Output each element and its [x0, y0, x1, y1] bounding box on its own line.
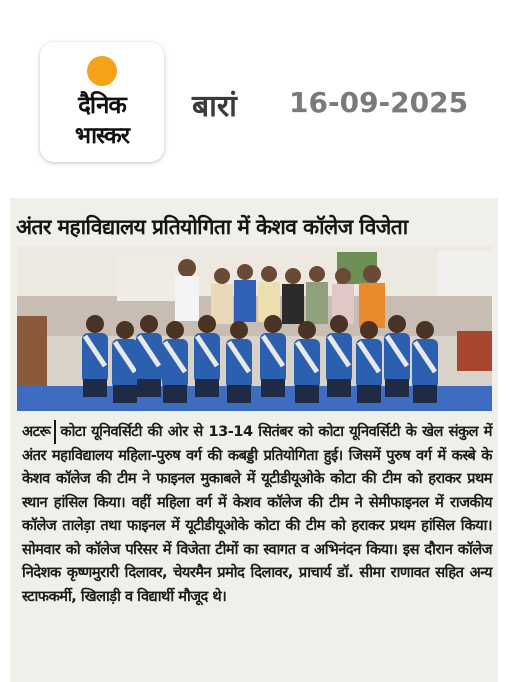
- player-legs: [195, 379, 219, 397]
- player-head: [86, 315, 104, 333]
- article-headline: अंतर महाविद्यालय प्रतियोगिता में केशव कॉलेज विजेता: [16, 215, 408, 239]
- player-head: [166, 321, 184, 339]
- player-head: [330, 315, 348, 333]
- player-legs: [385, 379, 409, 397]
- player-legs: [327, 379, 351, 397]
- player-head: [298, 321, 316, 339]
- player-legs: [413, 385, 437, 403]
- team-photo-illustration: [17, 246, 492, 411]
- player-head: [388, 315, 406, 333]
- player-legs: [261, 379, 285, 397]
- player-legs: [357, 385, 381, 403]
- player-head: [116, 321, 134, 339]
- article-body: [22, 420, 492, 608]
- player-legs: [163, 385, 187, 403]
- dainik-bhaskar-logo[interactable]: [40, 42, 164, 162]
- player-head: [416, 321, 434, 339]
- article-dateline: अटरू: [22, 420, 56, 444]
- player-head: [140, 315, 158, 333]
- player-legs: [227, 385, 251, 403]
- logo-text-line2: भास्कर: [74, 123, 130, 149]
- player-legs: [113, 385, 137, 403]
- player-legs: [137, 379, 161, 397]
- player-legs: [295, 385, 319, 403]
- header: [0, 0, 506, 195]
- player-head: [264, 315, 282, 333]
- player-head: [198, 315, 216, 333]
- player-head: [360, 321, 378, 339]
- player-legs: [83, 379, 107, 397]
- team-photo: [17, 246, 492, 411]
- edition-name: बारां: [192, 89, 237, 124]
- sun-icon: [87, 56, 117, 86]
- article-text: कोटा यूनिवर्सिटी की ओर से 13-14 सितंबर को कोटा यूनिवर्सिटी के खेल संकुल में अंतर महाविद्यालय महिला-पुरुष वर्ग की कबड्डी प्रतियोगिता हुई। जिसमें पुरुष वर्ग में कस्बे के केशव कॉलेज की टीम ने फाइनल मुकाबले में यूटीडीयूओके कोटा की टीम को हराकर प्रथम स्थान हांसिल किया। वहीं महिला वर्ग में केशव कॉलेज की टीम ने सेमीफाइनल में राजकीय कॉलेज तालेड़ा तथा फाइनल में यूटीडीयूओके कोटा की टीम को हराकर प्रथम हांसिल किया। सोमवार को कॉलेज परिसर में विजेता टीमों का स्वागत व अभिनंदन किया। इस दौरान कॉलेज निदेशक कृष्णमुरारी दिलावर, चेयरमैन प्रमोद दिलावर, प्राचार्य डॉ. सीमा राणावत सहित अन्य स्टाफकर्मी, खिलाड़ी व विद्यार्थी मौजूद थे।: [22, 423, 492, 605]
- player-head: [230, 321, 248, 339]
- logo-text-line1: दैनिक: [78, 91, 126, 119]
- edition-date: 16-09-2025: [289, 86, 469, 119]
